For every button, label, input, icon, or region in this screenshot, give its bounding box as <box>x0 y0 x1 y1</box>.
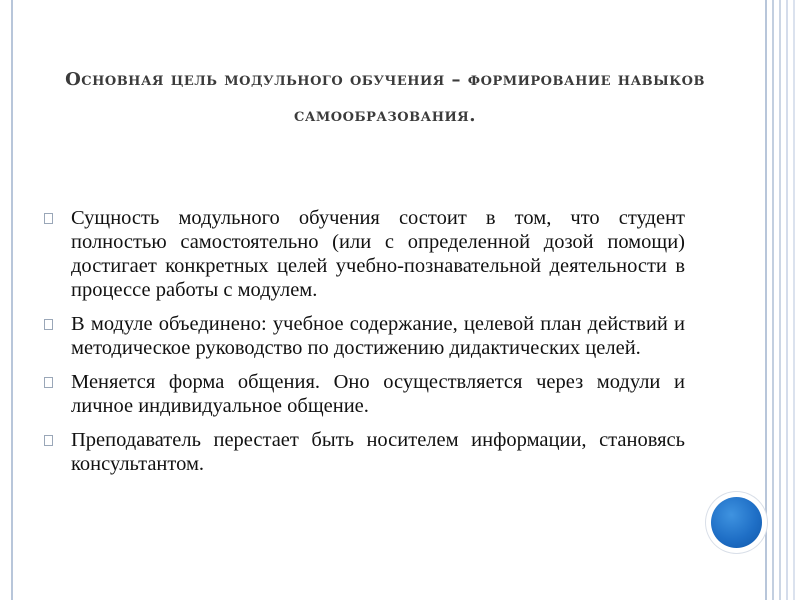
frame-line-right-2 <box>772 0 774 600</box>
frame-line-right-3 <box>779 0 781 600</box>
bullet-item-1 <box>44 206 685 302</box>
square-bullet-icon <box>44 319 53 330</box>
bullet-text-4: Преподаватель перестает быть носителем информации, становясь консультантом. <box>71 429 685 475</box>
bullet-list <box>44 206 685 486</box>
frame-line-right-5 <box>793 0 795 600</box>
bullet-item-4 <box>44 428 685 476</box>
slide-title: Основная цель модульного обучения – формирование навыков самообразования. <box>65 69 705 126</box>
bullet-text-3: Меняется форма общения. Оно осуществляется через модули и личное индивидуальное общение. <box>71 371 685 417</box>
square-bullet-icon <box>44 435 53 446</box>
frame-line-right-4 <box>786 0 788 600</box>
bullet-item-2 <box>44 312 685 360</box>
blue-circle-orb-icon <box>711 497 762 548</box>
frame-line-left <box>11 0 13 600</box>
square-bullet-icon <box>44 213 53 224</box>
square-bullet-icon <box>44 377 53 388</box>
frame-line-right-1 <box>765 0 767 600</box>
bullet-text-2: В модуле объединено: учебное содержание, целевой план действий и методическое руководство по достижению дидактических целей. <box>71 313 685 359</box>
bullet-item-3 <box>44 370 685 418</box>
bullet-text-1: Сущность модульного обучения состоит в том, что студент полностью самостоятельно (или с определенной дозой помощи) достигает конкретных целей учебно-познавательной деятельности в процессе работы с модулем. <box>71 207 685 301</box>
